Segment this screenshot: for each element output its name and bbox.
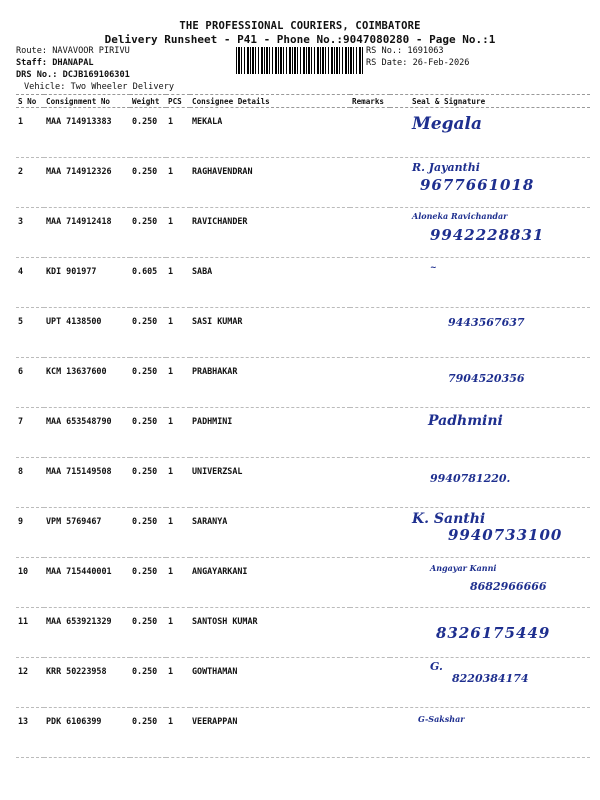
row-sno: 12 xyxy=(16,658,44,708)
consignment-number: MAA 715149508 xyxy=(44,458,130,508)
remarks-cell xyxy=(350,308,390,358)
row-sno: 7 xyxy=(16,408,44,458)
handwritten-phone-number: 9940733100 xyxy=(448,526,563,544)
signature-cell xyxy=(390,258,590,308)
consignee-name: PRABHAKAR xyxy=(190,358,350,408)
handwritten-phone-number: 7904520356 xyxy=(448,372,525,385)
barcode xyxy=(236,47,363,74)
header-pcs: PCS xyxy=(166,95,190,108)
handwritten-phone-number: 9940781220. xyxy=(430,472,511,485)
consignment-number: UPT 4138500 xyxy=(44,308,130,358)
handwritten-mark: ~ xyxy=(430,262,437,272)
row-sno: 5 xyxy=(16,308,44,358)
pcs-value: 1 xyxy=(166,458,190,508)
signature-cell xyxy=(390,558,590,608)
remarks-cell xyxy=(350,158,390,208)
table-row xyxy=(16,308,590,358)
weight-value: 0.250 xyxy=(130,458,166,508)
consignee-name: SASI KUMAR xyxy=(190,308,350,358)
staff-info: Staff: DHANAPAL xyxy=(16,58,94,68)
signature-cell xyxy=(390,458,590,508)
consignee-name: PADHMINI xyxy=(190,408,350,458)
row-sno: 6 xyxy=(16,358,44,408)
consignment-number: MAA 715440001 xyxy=(44,558,130,608)
consignment-number: VPM 5769467 xyxy=(44,508,130,558)
table-row xyxy=(16,458,590,508)
signature-cell xyxy=(390,208,590,258)
row-sno: 4 xyxy=(16,258,44,308)
weight-value: 0.250 xyxy=(130,208,166,258)
handwritten-signature: R. Jayanthi xyxy=(412,161,480,174)
remarks-cell xyxy=(350,358,390,408)
pcs-value: 1 xyxy=(166,258,190,308)
handwritten-signature: Aloneka Ravichandar xyxy=(412,211,508,221)
consignee-name: VEERAPPAN xyxy=(190,708,350,758)
pcs-value: 1 xyxy=(166,208,190,258)
weight-value: 0.250 xyxy=(130,558,166,608)
row-sno: 13 xyxy=(16,708,44,758)
header-remarks: Remarks xyxy=(350,95,390,108)
drs-number: DRS No.: DCJB169106301 xyxy=(16,70,130,80)
row-sno: 3 xyxy=(16,208,44,258)
header-weight: Weight xyxy=(130,95,166,108)
weight-value: 0.250 xyxy=(130,508,166,558)
handwritten-phone-number: 8326175449 xyxy=(436,624,551,642)
pcs-value: 1 xyxy=(166,308,190,358)
vehicle-info: Vehicle: Two Wheeler Delivery xyxy=(24,82,175,92)
weight-value: 0.605 xyxy=(130,258,166,308)
weight-value: 0.250 xyxy=(130,308,166,358)
remarks-cell xyxy=(350,458,390,508)
weight-value: 0.250 xyxy=(130,158,166,208)
row-sno: 8 xyxy=(16,458,44,508)
pcs-value: 1 xyxy=(166,558,190,608)
handwritten-phone-number: 8220384174 xyxy=(452,672,529,685)
pcs-value: 1 xyxy=(166,408,190,458)
signature-cell xyxy=(390,408,590,458)
consignee-name: SARANYA xyxy=(190,508,350,558)
signature-cell xyxy=(390,358,590,408)
pcs-value: 1 xyxy=(166,658,190,708)
handwritten-signature: G. xyxy=(430,660,443,673)
remarks-cell xyxy=(350,608,390,658)
remarks-cell xyxy=(350,408,390,458)
table-row xyxy=(16,508,590,558)
consignment-number: MAA 653921329 xyxy=(44,608,130,658)
consignment-number: MAA 714913383 xyxy=(44,108,130,158)
handwritten-signature: Angayar Kanni xyxy=(430,563,497,573)
header-seal-signature: Seal & Signature xyxy=(390,95,590,108)
consignment-number: MAA 653548790 xyxy=(44,408,130,458)
table-row xyxy=(16,558,590,608)
remarks-cell xyxy=(350,208,390,258)
remarks-cell xyxy=(350,258,390,308)
handwritten-phone-number: 9677661018 xyxy=(420,176,535,194)
handwritten-signature: G-Sakshar xyxy=(418,714,465,724)
consignment-number: KDI 901977 xyxy=(44,258,130,308)
consignment-number: KCM 13637600 xyxy=(44,358,130,408)
table-row xyxy=(16,158,590,208)
handwritten-phone-number: 8682966666 xyxy=(470,580,547,593)
pcs-value: 1 xyxy=(166,158,190,208)
weight-value: 0.250 xyxy=(130,658,166,708)
table-row xyxy=(16,658,590,708)
consignee-name: UNIVERZSAL xyxy=(190,458,350,508)
consignment-number: MAA 714912326 xyxy=(44,158,130,208)
consignee-name: ANGAYARKANI xyxy=(190,558,350,608)
consignment-number: PDK 6106399 xyxy=(44,708,130,758)
signature-cell xyxy=(390,108,590,158)
signature-cell xyxy=(390,658,590,708)
consignee-name: SABA xyxy=(190,258,350,308)
signature-cell xyxy=(390,708,590,758)
handwritten-signature: Padhmini xyxy=(428,413,503,429)
document-title: THE PROFESSIONAL COURIERS, COIMBATORE xyxy=(179,20,421,32)
header-consignee: Consignee Details xyxy=(190,95,350,108)
table-row xyxy=(16,708,590,758)
handwritten-phone-number: 9942228831 xyxy=(430,226,545,244)
table-row xyxy=(16,608,590,658)
pcs-value: 1 xyxy=(166,608,190,658)
consignment-number: KRR 50223958 xyxy=(44,658,130,708)
consignment-number: MAA 714912418 xyxy=(44,208,130,258)
row-sno: 10 xyxy=(16,558,44,608)
table-row xyxy=(16,208,590,258)
consignee-name: RAVICHANDER xyxy=(190,208,350,258)
pcs-value: 1 xyxy=(166,358,190,408)
handwritten-signature: Megala xyxy=(412,114,483,134)
weight-value: 0.250 xyxy=(130,408,166,458)
signature-cell xyxy=(390,308,590,358)
runsheet-table xyxy=(16,94,590,758)
table-row xyxy=(16,408,590,458)
row-sno: 1 xyxy=(16,108,44,158)
header-sno: S No xyxy=(16,95,44,108)
runsheet-subtitle: Delivery Runsheet - P41 - Phone No.:9047080280 - Page No.:1 xyxy=(104,33,496,46)
remarks-cell xyxy=(350,508,390,558)
weight-value: 0.250 xyxy=(130,108,166,158)
signature-cell xyxy=(390,158,590,208)
pcs-value: 1 xyxy=(166,708,190,758)
row-sno: 11 xyxy=(16,608,44,658)
table-row xyxy=(16,358,590,408)
consignee-name: GOWTHAMAN xyxy=(190,658,350,708)
table-row xyxy=(16,258,590,308)
rs-date: RS Date: 26-Feb-2026 xyxy=(366,58,470,68)
pcs-value: 1 xyxy=(166,108,190,158)
signature-cell xyxy=(390,508,590,558)
remarks-cell xyxy=(350,708,390,758)
row-sno: 9 xyxy=(16,508,44,558)
remarks-cell xyxy=(350,108,390,158)
remarks-cell xyxy=(350,658,390,708)
remarks-cell xyxy=(350,558,390,608)
weight-value: 0.250 xyxy=(130,708,166,758)
consignee-name: MEKALA xyxy=(190,108,350,158)
consignee-name: RAGHAVENDRAN xyxy=(190,158,350,208)
signature-cell xyxy=(390,608,590,658)
header-consignment: Consignment No xyxy=(44,95,130,108)
consignee-name: SANTOSH KUMAR xyxy=(190,608,350,658)
row-sno: 2 xyxy=(16,158,44,208)
pcs-value: 1 xyxy=(166,508,190,558)
handwritten-phone-number: 9443567637 xyxy=(448,316,525,329)
route-info: Route: NAVAVOOR PIRIVU xyxy=(16,46,130,56)
table-row xyxy=(16,108,590,158)
weight-value: 0.250 xyxy=(130,608,166,658)
handwritten-signature: K. Santhi xyxy=(412,511,486,527)
table-header-row xyxy=(16,95,590,108)
weight-value: 0.250 xyxy=(130,358,166,408)
rs-number: RS No.: 1691063 xyxy=(366,46,444,56)
